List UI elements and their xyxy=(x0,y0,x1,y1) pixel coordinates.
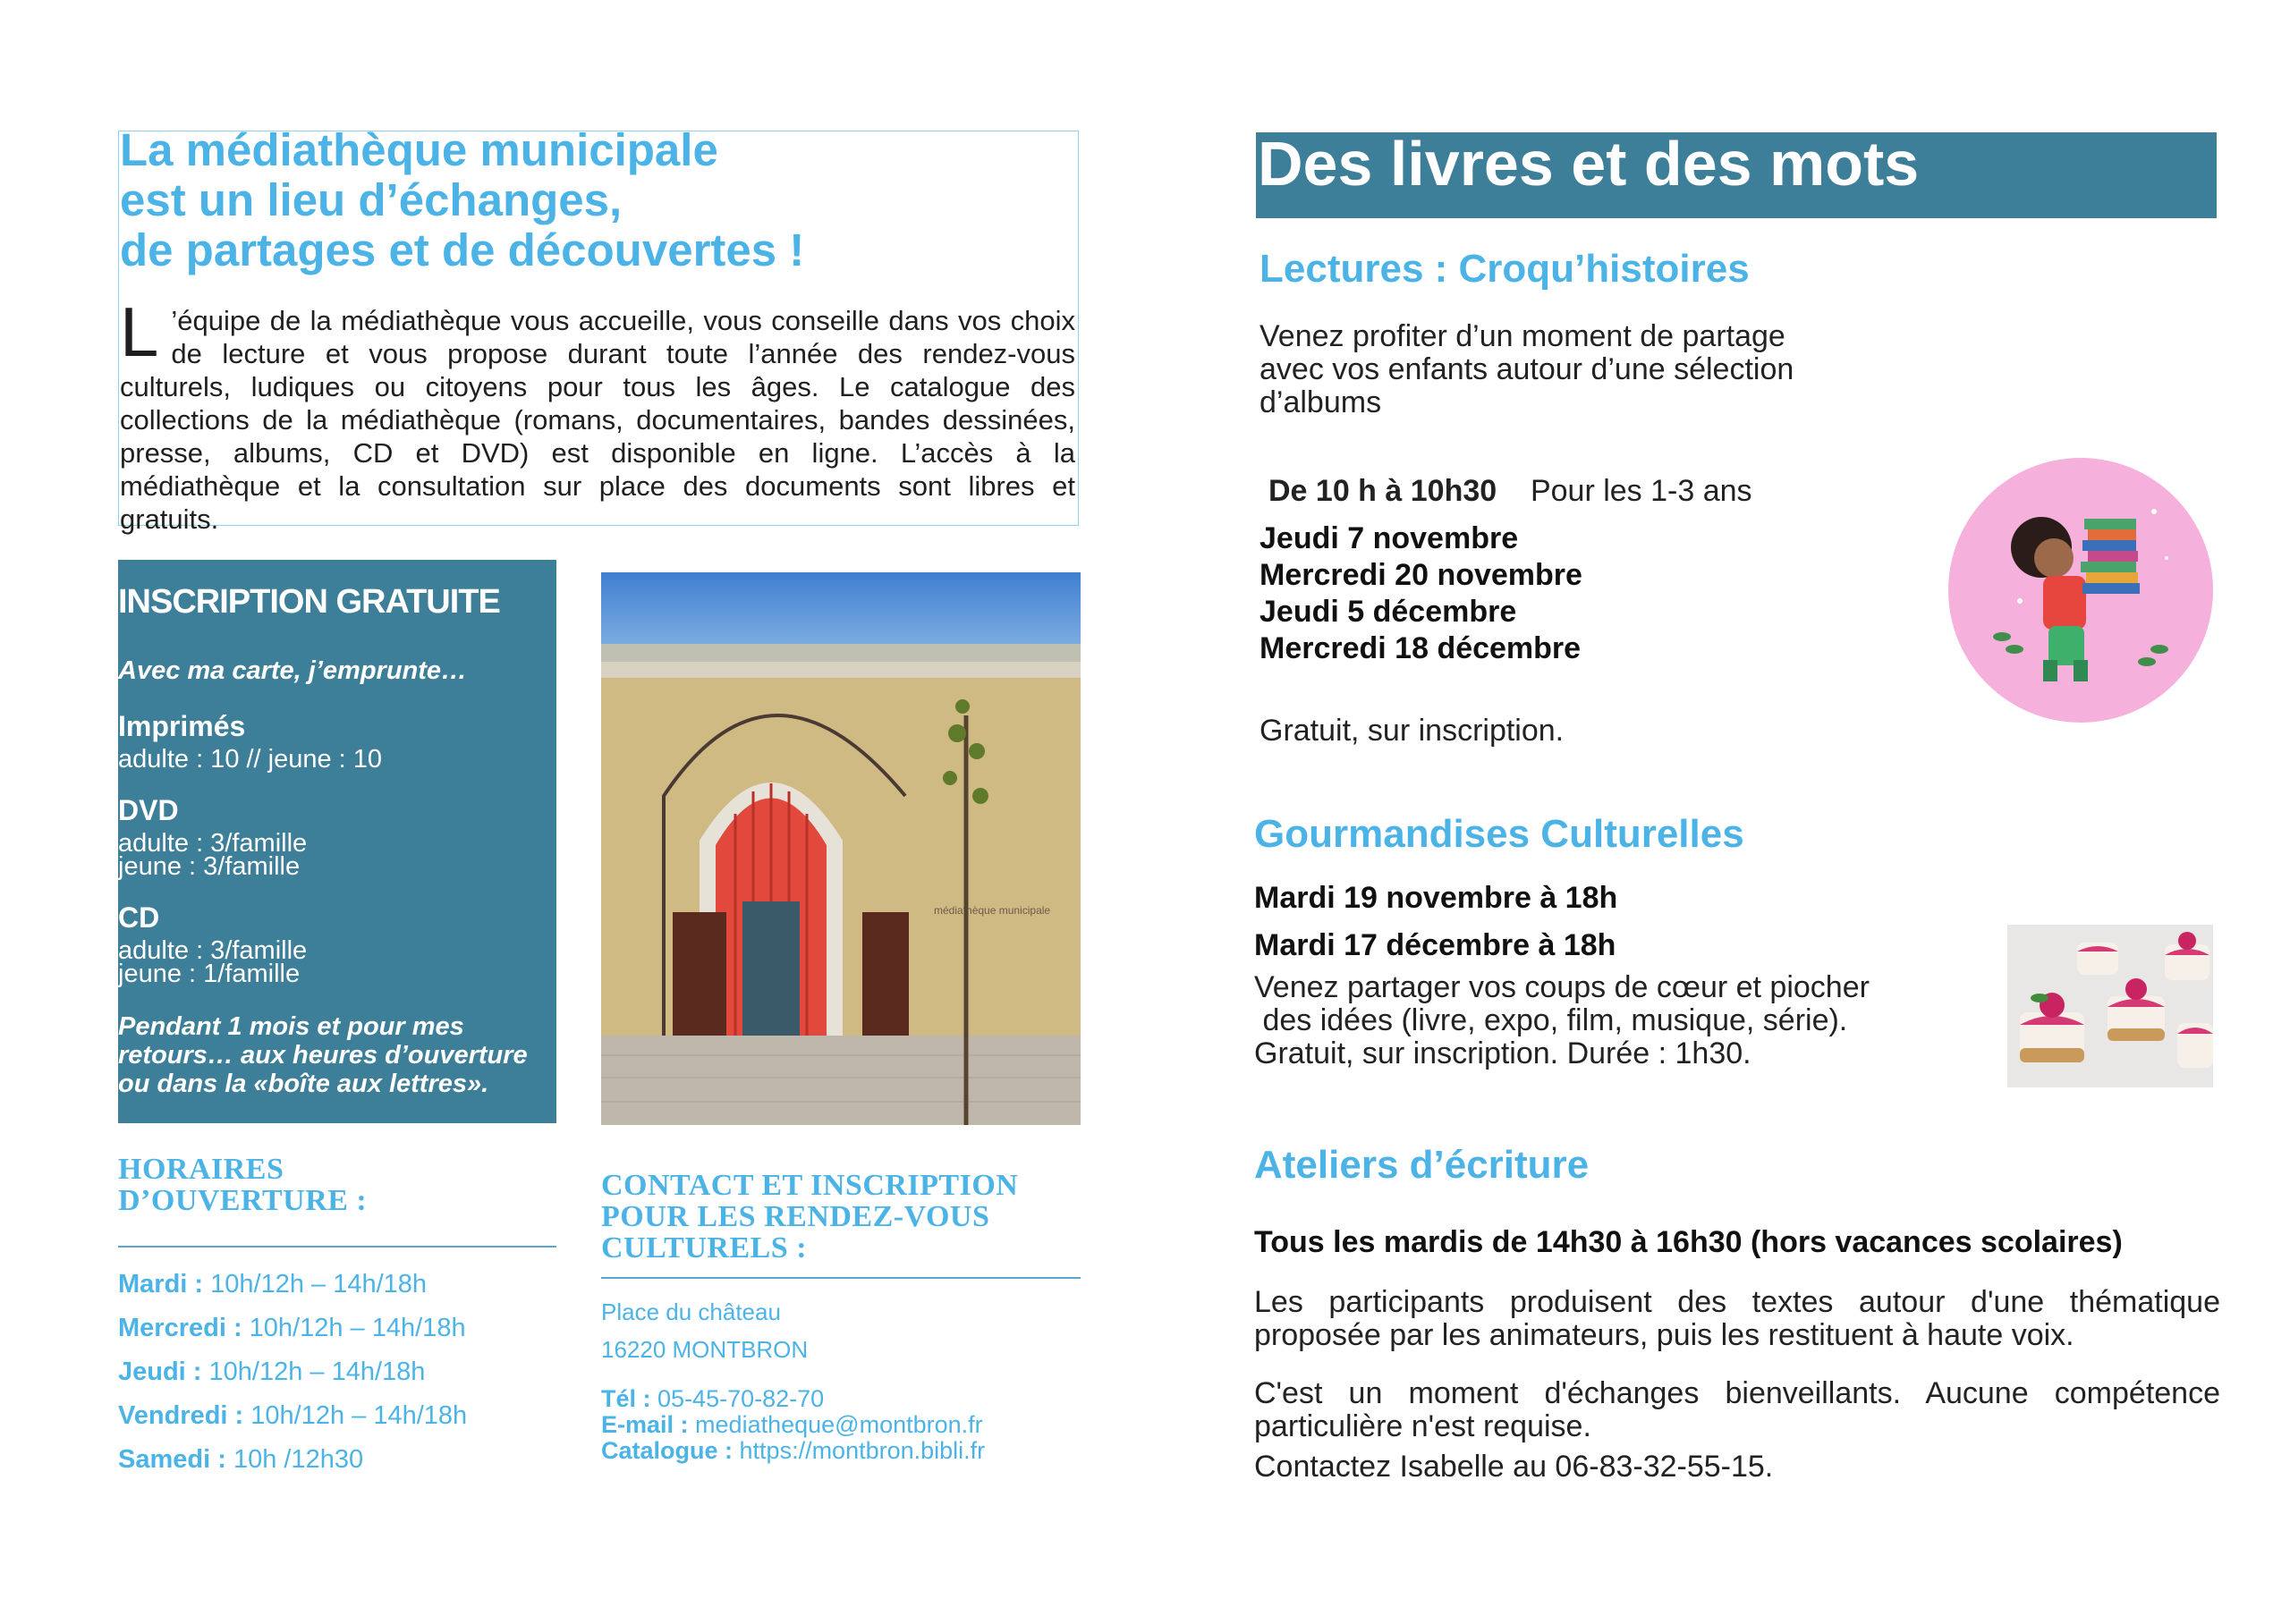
catalogue-link[interactable]: https://montbron.bibli.fr xyxy=(739,1437,986,1464)
description-line: d’albums xyxy=(1260,385,1382,419)
ateliers-contact: Contactez Isabelle au 06-83-32-55-15. xyxy=(1254,1450,1774,1484)
divider xyxy=(118,1246,556,1248)
gourmandises-title: Gourmandises Culturelles xyxy=(1254,812,1744,856)
hours-day: Jeudi : xyxy=(118,1358,202,1386)
event-date: Mardi 19 novembre à 18h xyxy=(1254,881,1618,915)
description-line: Venez partager vos coups de cœur et piocher xyxy=(1254,970,1870,1004)
event-date: Mardi 17 décembre à 18h xyxy=(1254,928,1616,962)
category-name: DVD xyxy=(118,794,179,826)
inscription-note: Pendant 1 mois et pour mes retours… aux heures d’ouverture ou dans la «boîte aux lettres». xyxy=(118,1012,528,1098)
cheesecakes-illustration xyxy=(2007,925,2213,1087)
contact-phone xyxy=(601,1386,985,1412)
dropcap-letter: L xyxy=(120,292,159,371)
child-books-icon xyxy=(1948,458,2213,723)
category-line: adulte : 3/famille xyxy=(118,829,308,858)
email-label: E-mail : xyxy=(601,1411,689,1438)
croq-histoires-title: Lectures : Croqu’histoires xyxy=(1260,247,1750,291)
event-date: Jeudi 5 décembre xyxy=(1260,595,1517,629)
event-date: Mercredi 20 novembre xyxy=(1260,558,1582,592)
opening-hours-list xyxy=(118,1263,583,1482)
library-building-illustration xyxy=(601,572,1081,1125)
hours-day: Mercredi : xyxy=(118,1314,242,1342)
inscription-subtitle: Avec ma carte, j’emprunte… xyxy=(118,656,468,685)
inscription-panel xyxy=(118,560,556,1123)
contact-email xyxy=(601,1412,985,1438)
building-sign: médiathèque municipale xyxy=(934,904,1051,917)
croq-histoires-description xyxy=(1260,320,1939,419)
child-with-books-illustration xyxy=(1948,458,2213,723)
description-line: des idées (livre, expo, film, musique, série). xyxy=(1254,1003,1848,1037)
intro-title-line: est un lieu d’échanges, xyxy=(120,174,623,225)
ateliers-paragraph: Les participants produisent des textes autour d'une thématique proposée par les animateurs, puis les restituent à haute voix. xyxy=(1254,1285,2220,1352)
age-range: Pour les 1-3 ans xyxy=(1530,474,1752,508)
hours-time: 10h/12h – 14h/18h xyxy=(210,1270,428,1298)
phone-value[interactable]: 05-45-70-82-70 xyxy=(657,1385,825,1412)
ateliers-schedule: Tous les mardis de 14h30 à 16h30 (hors vacances scolaires) xyxy=(1254,1225,2123,1259)
catalogue-label: Catalogue : xyxy=(601,1437,734,1464)
category-name: Imprimés xyxy=(118,710,246,742)
ateliers-title: Ateliers d’écriture xyxy=(1254,1143,1590,1187)
intro-title-line: de partages et de découvertes ! xyxy=(120,224,805,275)
session-time: De 10 h à 10h30 xyxy=(1268,474,1497,508)
hours-row xyxy=(118,1394,583,1438)
croq-histoires-dates xyxy=(1260,520,1582,667)
gourmandises-description xyxy=(1254,971,1970,1070)
heading-line: CULTURELS : xyxy=(601,1231,808,1265)
hours-row xyxy=(118,1307,583,1350)
description-line: Venez profiter d’un moment de partage xyxy=(1260,319,1785,353)
section-banner xyxy=(1256,129,2217,218)
contact-address xyxy=(601,1293,808,1368)
inscription-title: INSCRIPTION GRATUITE xyxy=(118,583,500,621)
category-line: jeune : 3/famille xyxy=(118,852,301,881)
contact-heading xyxy=(601,1170,1102,1264)
croq-histoires-note: Gratuit, sur inscription. xyxy=(1260,714,1565,748)
address-line: 16220 MONTBRON xyxy=(601,1336,809,1363)
hours-day: Samedi : xyxy=(118,1445,226,1474)
cheesecakes-photo xyxy=(2007,925,2213,1087)
intro-title-line: La médiathèque municipale xyxy=(120,124,718,175)
hours-day: Mardi : xyxy=(118,1270,204,1298)
hours-time: 10h/12h – 14h/18h xyxy=(250,1401,468,1430)
hours-row xyxy=(118,1350,583,1394)
opening-hours-heading xyxy=(118,1154,547,1216)
divider xyxy=(601,1277,1081,1279)
contact-details xyxy=(601,1386,985,1464)
category-line: jeune : 1/famille xyxy=(118,960,301,988)
event-date: Jeudi 7 novembre xyxy=(1260,521,1519,555)
ateliers-paragraph: C'est un moment d'échanges bienveillants. Aucune compétence particulière n'est requise. xyxy=(1254,1376,2220,1443)
intro-title xyxy=(120,125,1068,275)
description-line: Gratuit, sur inscription. Durée : 1h30. xyxy=(1254,1036,1751,1070)
hours-row xyxy=(118,1263,583,1307)
hours-time: 10h /12h30 xyxy=(233,1445,364,1474)
category-line: adulte : 10 // jeune : 10 xyxy=(118,745,383,774)
heading-line: CONTACT ET INSCRIPTION xyxy=(601,1169,1019,1202)
hours-row xyxy=(118,1438,583,1482)
banner-title: Des livres et des mots xyxy=(1258,129,1920,199)
address-line: Place du château xyxy=(601,1298,781,1325)
heading-line: POUR LES RENDEZ-VOUS xyxy=(601,1200,990,1233)
category-line: adulte : 3/famille xyxy=(118,936,308,965)
heading-line: HORAIRES xyxy=(118,1153,284,1186)
email-link[interactable]: mediatheque@montbron.fr xyxy=(695,1411,983,1438)
gourmandises-dates xyxy=(1254,875,1617,969)
phone-label: Tél : xyxy=(601,1385,651,1412)
intro-body-text: ’équipe de la médiathèque vous accueille, vous conseille dans vos choix de lecture et vous propose durant toute l’année des rendez-vous culturels, ludiques ou citoyens pour tous les âges. Le catalogue des collections de la médiathèque (romans, documentaires, bandes dessinées, presse, albums, CD et DVD) est disponible en ligne. L’accès à la médiathèque et la consultation sur place des documents sont libres et gratuits. xyxy=(120,305,1075,535)
croq-histoires-time xyxy=(1268,474,1752,509)
intro-paragraph xyxy=(120,292,1075,536)
event-date: Mercredi 18 décembre xyxy=(1260,631,1582,665)
hours-day: Vendredi : xyxy=(118,1401,244,1430)
hours-time: 10h/12h – 14h/18h xyxy=(208,1358,426,1386)
heading-line: D’OUVERTURE : xyxy=(118,1184,368,1217)
category-name: CD xyxy=(118,901,160,934)
description-line: avec vos enfants autour d’une sélection xyxy=(1260,352,1794,386)
hours-time: 10h/12h – 14h/18h xyxy=(249,1314,466,1342)
contact-catalogue xyxy=(601,1438,985,1464)
library-building-photo xyxy=(601,572,1081,1125)
